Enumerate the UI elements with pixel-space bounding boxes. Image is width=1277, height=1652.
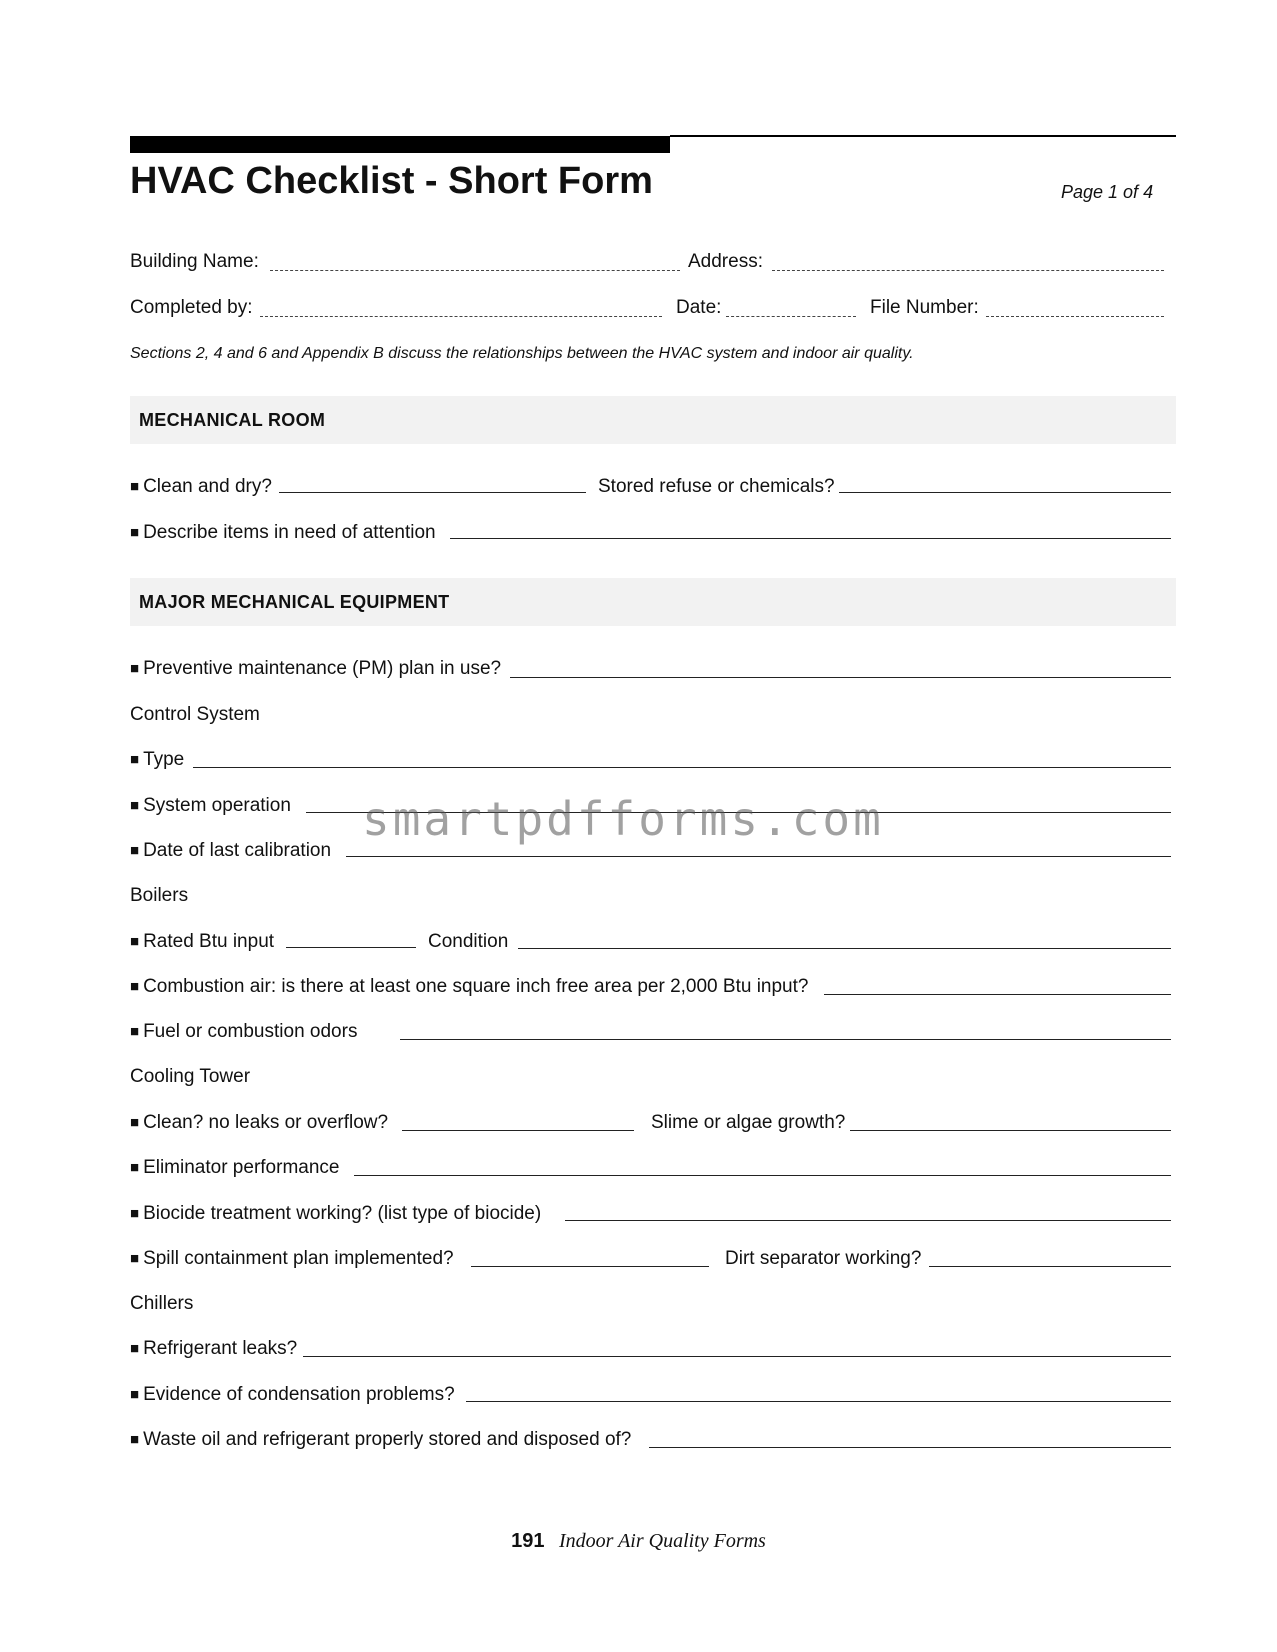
biocide-item bbox=[130, 1203, 541, 1226]
eliminator-field[interactable] bbox=[354, 1175, 1171, 1176]
intro-note: Sections 2, 4 and 6 and Appendix B discuss the relationships between the HVAC system and indoor air quality. bbox=[130, 345, 914, 362]
cooling-clean-item bbox=[130, 1112, 388, 1135]
header-thick-bar bbox=[130, 136, 670, 153]
bullet-icon: ■ bbox=[130, 933, 140, 950]
bullet-icon: ■ bbox=[130, 751, 140, 768]
section-major-equipment bbox=[130, 578, 1176, 626]
spill-field[interactable] bbox=[471, 1266, 709, 1267]
waste-oil-item bbox=[130, 1429, 631, 1452]
page-title: HVAC Checklist - Short Form bbox=[130, 160, 653, 202]
item-label: Refrigerant leaks? bbox=[143, 1338, 298, 1359]
rated-btu-item bbox=[130, 931, 274, 954]
date-label: Date: bbox=[676, 297, 722, 318]
item-label: Biocide treatment working? (list type of biocide) bbox=[143, 1203, 542, 1224]
cooling-tower-subheading: Cooling Tower bbox=[130, 1066, 251, 1087]
footer-caption: Indoor Air Quality Forms bbox=[558, 1530, 766, 1552]
date-field[interactable] bbox=[726, 316, 856, 317]
header-thin-rule bbox=[670, 135, 1176, 137]
bullet-icon: ■ bbox=[130, 1340, 140, 1357]
clean-dry-item bbox=[130, 476, 272, 499]
control-system-subheading: Control System bbox=[130, 704, 260, 725]
address-field[interactable] bbox=[772, 270, 1164, 271]
refrigerant-leaks-field[interactable] bbox=[303, 1356, 1171, 1357]
bullet-icon: ■ bbox=[130, 1159, 140, 1176]
item-label: System operation bbox=[143, 795, 291, 816]
condensation-field[interactable] bbox=[466, 1401, 1171, 1402]
item-label: Rated Btu input bbox=[143, 931, 275, 952]
combustion-air-item bbox=[130, 976, 808, 999]
bullet-icon: ■ bbox=[130, 1431, 140, 1448]
item-label: Clean? no leaks or overflow? bbox=[143, 1112, 389, 1133]
bullet-icon: ■ bbox=[130, 524, 140, 541]
describe-items-field[interactable] bbox=[450, 538, 1171, 539]
section-heading: MECHANICAL ROOM bbox=[139, 410, 326, 430]
combustion-air-field[interactable] bbox=[824, 994, 1171, 995]
biocide-field[interactable] bbox=[565, 1220, 1171, 1221]
item-label: Date of last calibration bbox=[143, 840, 332, 861]
file-number-label: File Number: bbox=[870, 297, 979, 318]
waste-oil-field[interactable] bbox=[649, 1447, 1171, 1448]
address-label: Address: bbox=[688, 251, 763, 272]
last-calibration-item bbox=[130, 840, 331, 863]
bullet-icon: ■ bbox=[130, 842, 140, 859]
type-field[interactable] bbox=[193, 767, 1171, 768]
cooling-clean-field[interactable] bbox=[402, 1130, 634, 1131]
bullet-icon: ■ bbox=[130, 797, 140, 814]
item-label: Fuel or combustion odors bbox=[143, 1021, 358, 1042]
completed-by-field[interactable] bbox=[260, 316, 662, 317]
spill-item bbox=[130, 1248, 454, 1271]
item-label: Clean and dry? bbox=[143, 476, 272, 497]
chillers-subheading: Chillers bbox=[130, 1293, 194, 1314]
item-label: Eliminator performance bbox=[143, 1157, 340, 1178]
stored-refuse-field[interactable] bbox=[839, 492, 1171, 493]
odors-field[interactable] bbox=[400, 1039, 1171, 1040]
item-label: Waste oil and refrigerant properly stored and disposed of? bbox=[143, 1429, 632, 1450]
describe-items-item bbox=[130, 522, 436, 545]
footer bbox=[0, 1530, 1277, 1553]
type-item bbox=[130, 749, 184, 772]
page-indicator: Page 1 of 4 bbox=[1061, 182, 1154, 202]
refrigerant-leaks-item bbox=[130, 1338, 297, 1361]
slime-field[interactable] bbox=[850, 1130, 1171, 1131]
dirt-separator-field[interactable] bbox=[929, 1266, 1171, 1267]
slime-label: Slime or algae growth? bbox=[651, 1112, 846, 1133]
stored-refuse-label: Stored refuse or chemicals? bbox=[598, 476, 835, 497]
item-label: Combustion air: is there at least one square inch free area per 2,000 Btu input? bbox=[143, 976, 809, 997]
file-number-field[interactable] bbox=[986, 316, 1164, 317]
rated-btu-field[interactable] bbox=[286, 947, 416, 948]
section-heading: MAJOR MECHANICAL EQUIPMENT bbox=[139, 592, 450, 612]
system-operation-item bbox=[130, 795, 291, 818]
item-label: Spill containment plan implemented? bbox=[143, 1248, 454, 1269]
boilers-subheading: Boilers bbox=[130, 885, 189, 906]
bullet-icon: ■ bbox=[130, 1205, 140, 1222]
building-name-field[interactable] bbox=[270, 270, 680, 271]
footer-page-number: 191 bbox=[511, 1530, 545, 1552]
item-label: Preventive maintenance (PM) plan in use? bbox=[143, 658, 502, 679]
pm-plan-item bbox=[130, 658, 501, 681]
bullet-icon: ■ bbox=[130, 1023, 140, 1040]
completed-by-label: Completed by: bbox=[130, 297, 253, 318]
clean-dry-field[interactable] bbox=[279, 492, 586, 493]
odors-item bbox=[130, 1021, 357, 1044]
pm-plan-field[interactable] bbox=[510, 677, 1171, 678]
bullet-icon: ■ bbox=[130, 1114, 140, 1131]
eliminator-item bbox=[130, 1157, 339, 1180]
bullet-icon: ■ bbox=[130, 1386, 140, 1403]
bullet-icon: ■ bbox=[130, 978, 140, 995]
condensation-item bbox=[130, 1384, 455, 1407]
last-calibration-field[interactable] bbox=[346, 856, 1171, 857]
watermark: smartpdfforms.com bbox=[362, 792, 884, 846]
item-label: Describe items in need of attention bbox=[143, 522, 436, 543]
building-name-label: Building Name: bbox=[130, 251, 259, 272]
condition-field[interactable] bbox=[518, 948, 1171, 949]
section-mechanical-room bbox=[130, 396, 1176, 444]
bullet-icon: ■ bbox=[130, 478, 140, 495]
item-label: Evidence of condensation problems? bbox=[143, 1384, 455, 1405]
dirt-separator-label: Dirt separator working? bbox=[725, 1248, 922, 1269]
bullet-icon: ■ bbox=[130, 1250, 140, 1267]
item-label: Type bbox=[143, 749, 185, 770]
bullet-icon: ■ bbox=[130, 660, 140, 677]
condition-label: Condition bbox=[428, 931, 509, 952]
